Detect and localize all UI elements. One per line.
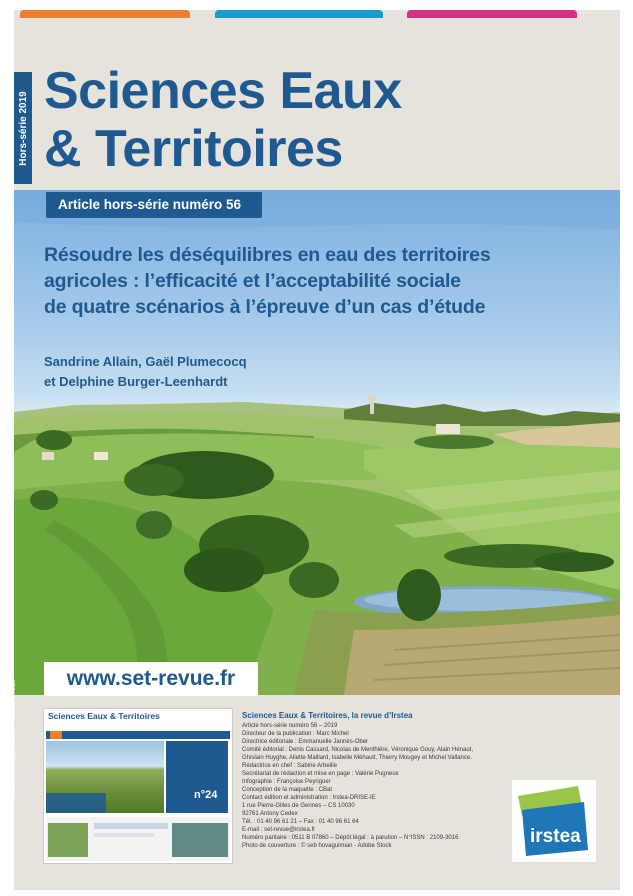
authors-line: et Delphine Burger-Leenhardt [44, 374, 228, 389]
thumbnail-issue-panel [166, 741, 228, 813]
article-headline [44, 242, 604, 320]
photo-credit-wrap [8, 679, 27, 800]
colophon-line: Directeur de la publication : Marc Michel [242, 731, 349, 737]
colophon-line: 1 rue Pierre-Gilles de Gennes – CS 10030 [242, 803, 355, 809]
thumbnail-teaser-line [94, 833, 154, 837]
colophon-line: Tél. : 01 40 96 61 21 – Fax : 01 40 96 61 64 [242, 819, 359, 825]
authors-line: Sandrine Allain, Gaël Plumecocq [44, 354, 247, 369]
colophon-line: Rédactrice en chef : Sabine Arbeille [242, 763, 338, 769]
colophon-line: Ghislain Huyghe, Aliette Maillard, Isabelle Méhault, Thierry Mougey et Michel Vallance. [242, 755, 472, 761]
colophon [242, 710, 502, 850]
colophon-line: Comité éditorial : Denis Cassard, Nicolas de Menthière, Véronique Gouy, Alain Hénaut, [242, 747, 474, 753]
thumbnail-teaser-image [48, 823, 88, 857]
journal-title [44, 62, 402, 178]
section-tab-orange [20, 10, 190, 18]
photo-credit: © seb hovaguimian - Adobe Stock [8, 679, 17, 800]
colophon-line: Article hors-série numéro 56 – 2019 [242, 723, 338, 729]
thumbnail-title: Sciences Eaux & Territoires [48, 711, 160, 721]
colophon-line: E-mail : set-revue@irstea.fr [242, 827, 316, 833]
colophon-line: Infographie : Françoise Peyriguer [242, 779, 331, 785]
irstea-logo-text: irstea [530, 826, 581, 847]
hors-serie-label: Hors-série 2019 [17, 90, 29, 166]
headline-line: agricoles : l’efficacité et l’acceptabilité sociale [44, 270, 461, 292]
colophon-line: Contact édition et administration : Irstea-DRISE-IE [242, 795, 376, 801]
thumbnail-nav-active [50, 731, 62, 739]
section-tab-blue [215, 10, 383, 18]
headline-line: Résoudre les déséquilibres en eau des territoires [44, 244, 491, 266]
colophon-line: Photo de couverture : © seb hovaguimian - Adobe Stock [242, 843, 392, 849]
section-tab-pink [407, 10, 577, 18]
colophon-line: Conception de la maquette : CBat [242, 787, 333, 793]
article-authors [44, 352, 464, 392]
thumbnail-teaser-line [94, 823, 168, 829]
irstea-logo-icon [512, 780, 596, 862]
irstea-logo [512, 780, 596, 862]
colophon-line: Directrice éditoriale : Emmanuelle Jannès-Ober [242, 739, 369, 745]
thumbnail-issue-number: n°24 [194, 789, 218, 801]
hors-serie-band [14, 72, 32, 184]
colophon-line: 92761 Antony Cedex [242, 811, 298, 817]
colophon-heading: Sciences Eaux & Territoires, la revue d’Irstea [242, 711, 413, 720]
website-link[interactable]: www.set-revue.fr [44, 662, 258, 696]
colophon-line: Numéro paritaire : 0511 B 07860 – Dépôt légal : à parution – N°ISSN : 2109-3016 [242, 835, 459, 841]
headline-line: de quatre scénarios à l’épreuve d’un cas d’étude [44, 296, 486, 318]
thumbnail-nav-bar [46, 731, 230, 739]
website-thumbnail [43, 708, 233, 864]
thumbnail-caption-box [46, 793, 106, 813]
thumbnail-teaser-image [172, 823, 228, 857]
journal-title-line1: Sciences Eaux [44, 62, 402, 120]
journal-title-line2: & Territoires [44, 120, 343, 178]
article-number-badge: Article hors-série numéro 56 [46, 192, 262, 218]
colophon-line: Secrétariat de rédaction et mise en page : Valérie Pugneux [242, 771, 399, 777]
